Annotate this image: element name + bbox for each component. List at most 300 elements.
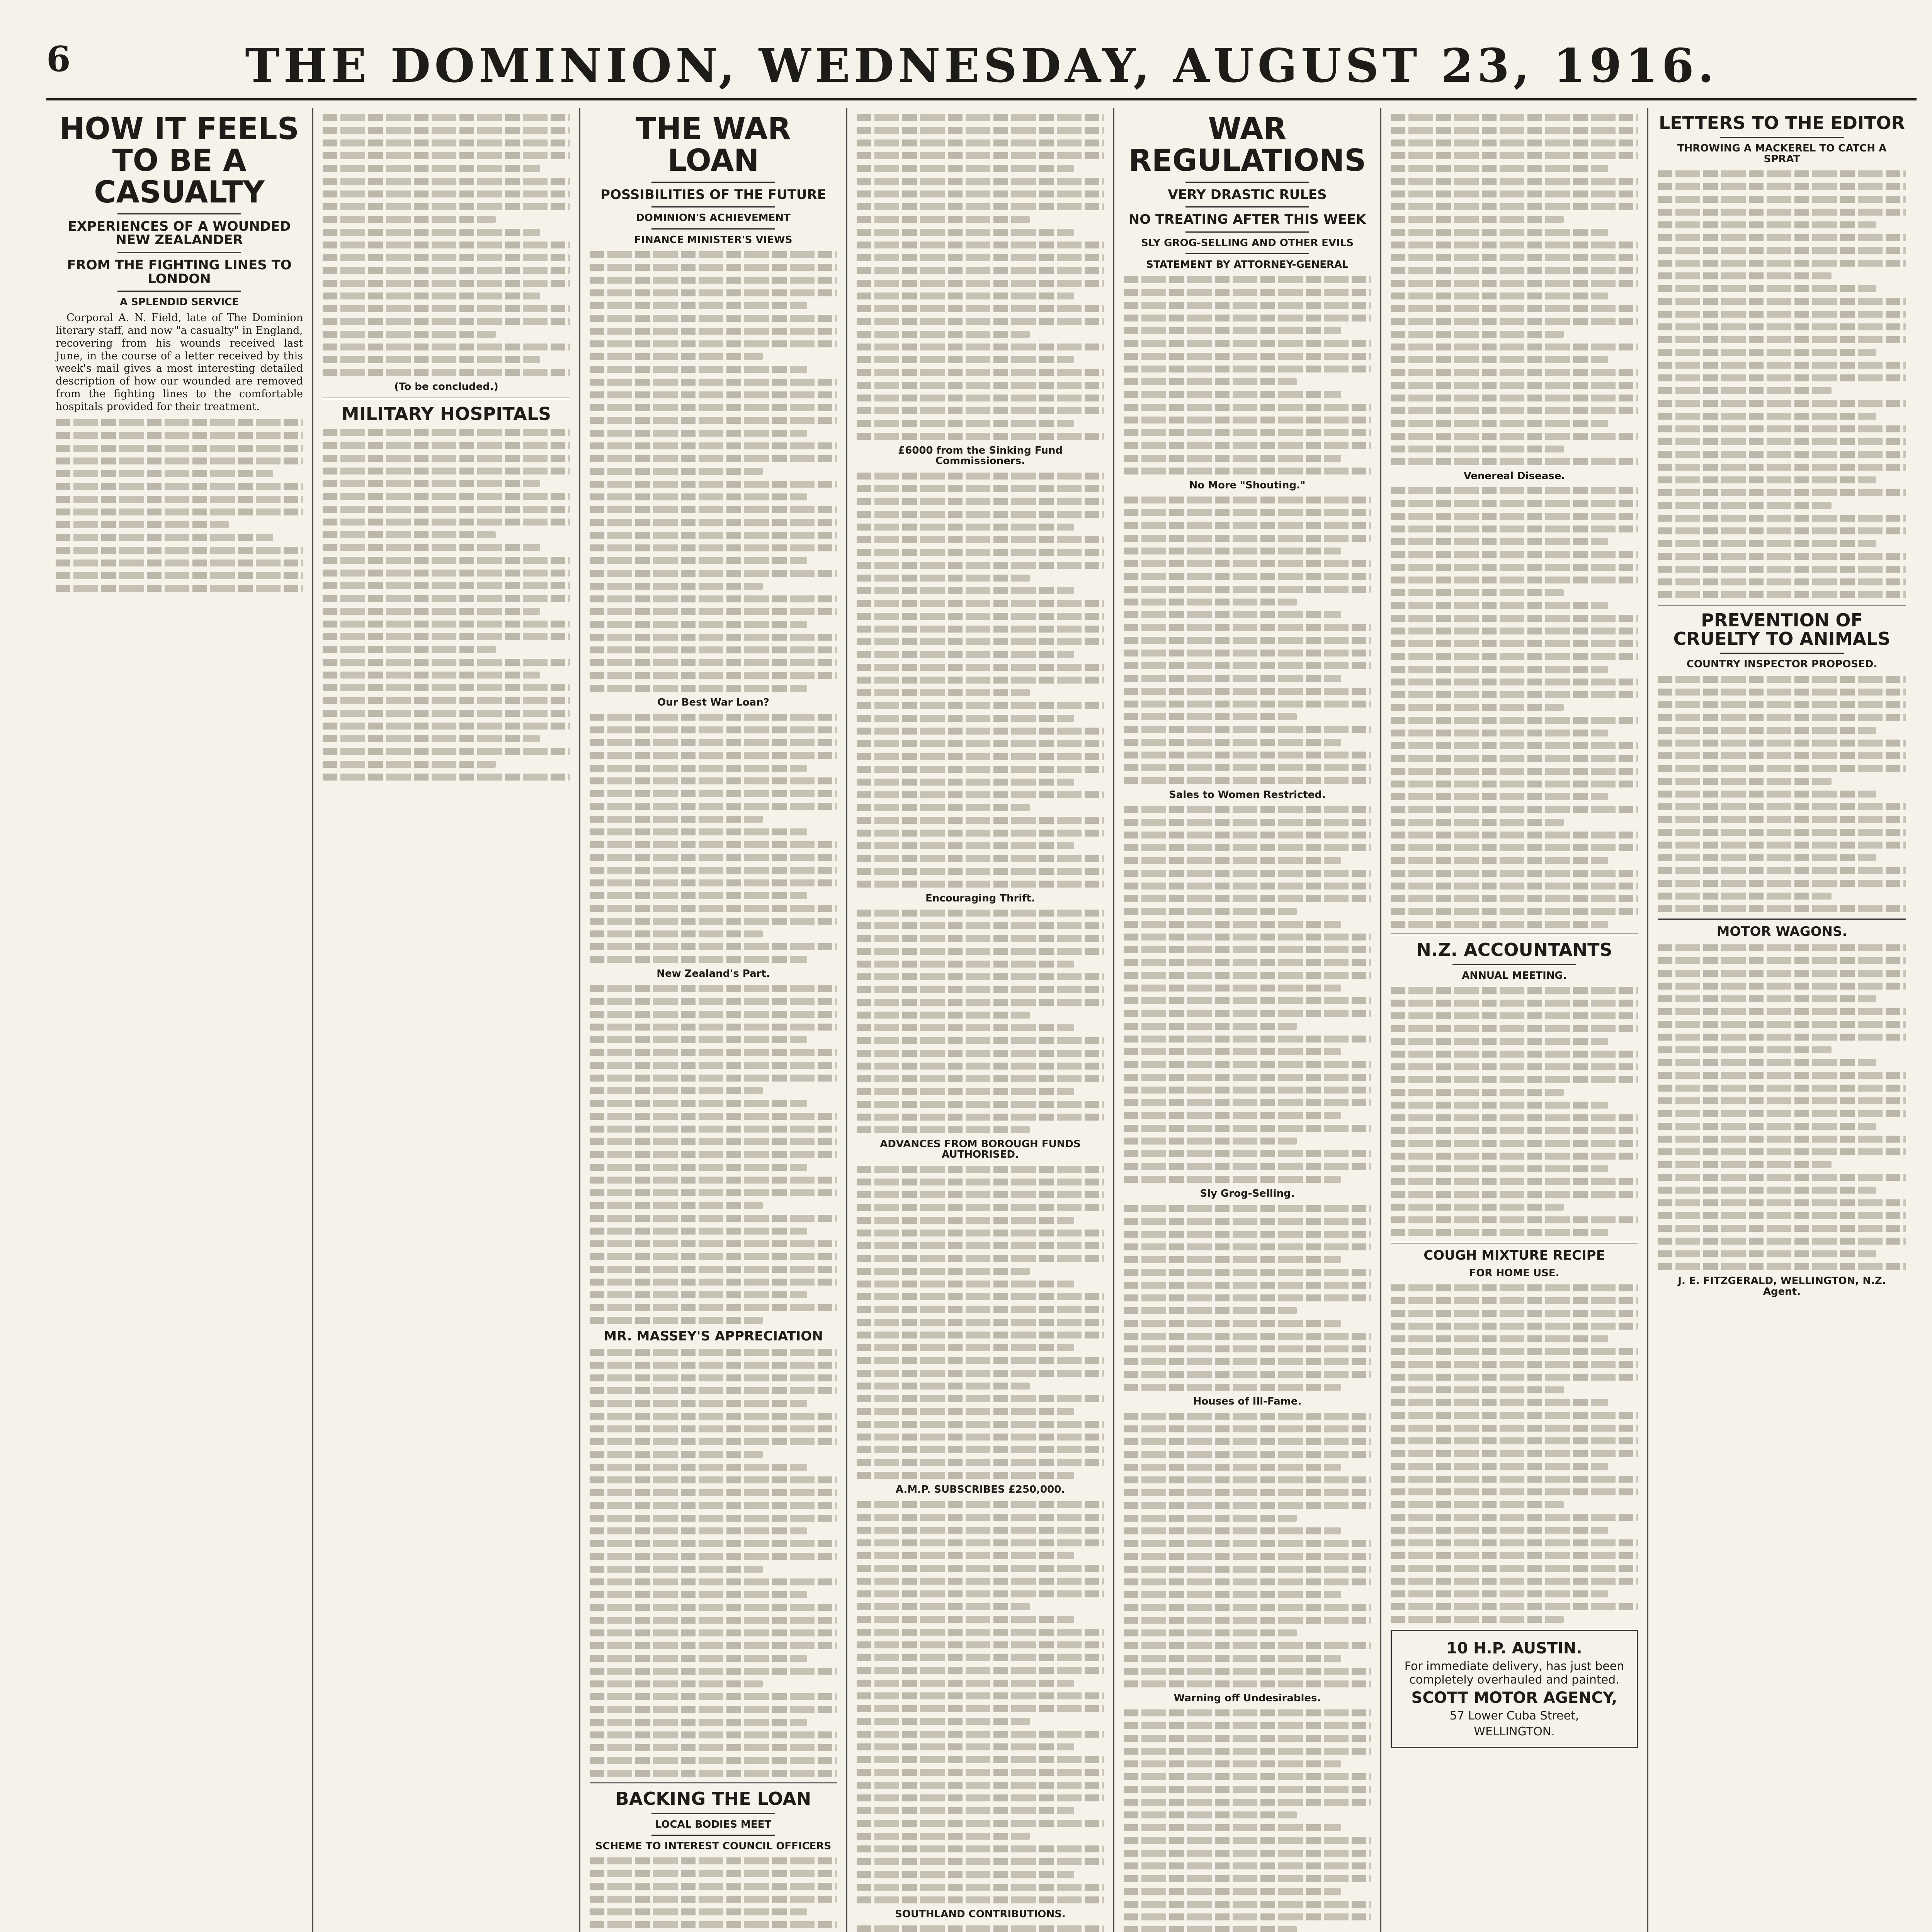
text-line [590, 277, 837, 284]
subhead-splendid-service: A SPLENDID SERVICE [119, 296, 239, 308]
text-line [1391, 458, 1638, 465]
text-line [1124, 599, 1297, 605]
text-line [1124, 468, 1371, 474]
text-line [1391, 628, 1638, 634]
ad-description: For immediate delivery, has just been completely overhauled and painted. [1404, 1659, 1624, 1687]
text-line [1124, 675, 1341, 682]
article-text-block [590, 251, 837, 692]
text-line [1658, 260, 1906, 267]
article-text-block [56, 419, 303, 592]
text-line [323, 480, 540, 487]
text-line [323, 305, 570, 312]
headline-cough-mixture: COUGH MIXTURE RECIPE [1423, 1247, 1605, 1263]
text-line [323, 229, 540, 236]
text-line [857, 562, 1104, 569]
text-line [590, 1291, 807, 1298]
headline-military-hospitals: MILITARY HOSPITALS [341, 403, 551, 425]
text-line [1391, 152, 1638, 159]
text-line [1658, 438, 1906, 445]
text-line [857, 1319, 1104, 1326]
text-line [323, 293, 540, 299]
text-line [1658, 1008, 1906, 1015]
text-line [1124, 1811, 1297, 1818]
headline-letters: LETTERS TO THE EDITOR [1659, 112, 1905, 133]
text-line [1124, 404, 1371, 411]
text-line [1391, 178, 1638, 185]
article-text-block [1124, 806, 1371, 1183]
text-line [1391, 1514, 1638, 1521]
headline-war-loan: THE WAR LOAN [636, 112, 791, 178]
text-line [1658, 1148, 1906, 1155]
text-line [590, 519, 837, 526]
text-line [1124, 1913, 1371, 1920]
text-line [1124, 327, 1341, 334]
text-line [857, 1884, 1104, 1891]
text-line [1124, 1786, 1371, 1793]
text-line [590, 583, 763, 590]
text-line [590, 506, 837, 513]
text-line [323, 697, 570, 704]
text-line [1658, 476, 1876, 483]
text-line [1124, 1074, 1371, 1081]
text-line [1124, 764, 1371, 771]
article-text-block [590, 985, 837, 1324]
text-line [323, 442, 570, 449]
text-line [1658, 336, 1906, 343]
text-line [857, 1434, 1104, 1440]
text-line [1658, 842, 1906, 849]
article-lead: Corporal A. N. Field, late of The Dominion literary staff, and now "a casualty" in England, recovering from his wounds received last June, in the course of a letter received by this week's mail gives a most interesting detailed description of how our wounded are removed from the fighting lines to the comfortable hospitals provided for their treatment. [56, 311, 303, 413]
text-line [1391, 1310, 1638, 1317]
text-line [857, 203, 1104, 210]
text-line [1391, 1527, 1608, 1534]
text-line [1658, 272, 1832, 279]
text-line [1124, 1837, 1371, 1844]
text-line [323, 735, 540, 742]
text-line [1658, 362, 1906, 369]
text-line [857, 922, 1104, 929]
text-line [1124, 586, 1371, 593]
text-line [857, 433, 1104, 440]
text-line [56, 457, 303, 464]
article-text-block [857, 114, 1104, 440]
text-line [1124, 1087, 1371, 1094]
text-line [590, 943, 837, 950]
text-line [590, 493, 807, 500]
text-line [1124, 946, 1371, 953]
text-line [857, 254, 1104, 261]
page-number: 6 [46, 39, 71, 80]
text-line [857, 1731, 1104, 1738]
subhead-venereal: Venereal Disease. [1463, 470, 1565, 482]
text-line [1658, 400, 1906, 407]
text-line [323, 531, 496, 538]
text-line [1391, 1565, 1638, 1572]
text-line [590, 1100, 807, 1107]
text-line [590, 714, 837, 721]
text-line [1658, 196, 1906, 203]
article-text-block [1124, 1709, 1371, 1932]
text-line [857, 999, 1104, 1006]
text-line [1124, 650, 1371, 656]
ad-city: WELLINGTON. [1474, 1725, 1555, 1738]
subhead-fighting-lines: FROM THE FIGHTING LINES TO LONDON [67, 257, 292, 287]
text-line [323, 190, 570, 197]
column-3 [580, 108, 847, 1932]
text-line [590, 315, 837, 322]
text-line [857, 1114, 1104, 1121]
text-line [857, 1590, 1104, 1597]
subhead-undesirables: Warning off Undesirables. [1173, 1692, 1321, 1704]
text-line [1391, 487, 1638, 494]
text-line [590, 1693, 837, 1700]
text-line [1124, 1722, 1371, 1729]
text-line [1124, 378, 1297, 385]
text-line [1124, 1231, 1371, 1238]
article-text-block [590, 714, 837, 963]
text-line [590, 1413, 837, 1420]
subhead-thrift: Encouraging Thrift. [925, 892, 1035, 904]
text-line [1658, 765, 1906, 772]
text-line [590, 289, 837, 296]
text-line [1391, 1178, 1638, 1185]
text-line [1391, 1386, 1564, 1393]
text-line [56, 432, 303, 439]
text-line [857, 318, 1104, 325]
text-line [323, 544, 540, 551]
text-line [1391, 691, 1638, 698]
text-line [323, 468, 570, 474]
text-line [1391, 538, 1608, 545]
text-line [1124, 1425, 1371, 1432]
text-line [323, 672, 540, 679]
article-text-block [857, 1501, 1104, 1903]
text-line [857, 575, 1030, 582]
text-line [56, 470, 273, 477]
text-line [1124, 560, 1371, 567]
text-line [1391, 1216, 1638, 1223]
headline-war-regulations: WAR REGULATIONS [1128, 112, 1366, 178]
text-line [323, 369, 570, 376]
text-line [1658, 464, 1906, 471]
text-line [1124, 1218, 1371, 1225]
text-line [1658, 740, 1906, 747]
text-line [590, 1024, 837, 1031]
text-line [590, 391, 837, 398]
text-line [1124, 548, 1341, 554]
text-line [1658, 374, 1906, 381]
text-line [1391, 653, 1638, 660]
text-line [590, 1266, 837, 1273]
article-text-block [1124, 1205, 1371, 1391]
text-line [857, 1667, 1104, 1674]
text-line [1124, 832, 1371, 838]
text-line [857, 1616, 1074, 1623]
text-line [1658, 515, 1906, 522]
text-line [1391, 1476, 1638, 1483]
text-line [1658, 451, 1906, 458]
text-line [590, 1387, 837, 1394]
text-line [590, 726, 837, 733]
article-text-block [323, 429, 570, 781]
text-line [1391, 1000, 1638, 1007]
text-line [590, 251, 837, 258]
text-line [857, 1242, 1104, 1249]
text-line [590, 918, 837, 925]
text-line [1391, 242, 1638, 248]
text-line [857, 1565, 1104, 1572]
text-line [857, 1217, 1074, 1224]
text-line [1391, 1463, 1608, 1470]
text-line [590, 302, 807, 309]
text-line [590, 1540, 837, 1547]
text-line [1124, 417, 1371, 423]
text-line [1391, 1501, 1564, 1508]
text-line [590, 1744, 837, 1751]
ad-street: 57 Lower Cuba Street, [1449, 1709, 1579, 1723]
text-line [857, 1807, 1074, 1814]
text-line [1391, 819, 1564, 826]
text-line [590, 1087, 763, 1094]
text-line [323, 774, 570, 781]
text-line [1391, 305, 1638, 312]
text-line [1124, 624, 1371, 631]
text-line [857, 600, 1104, 607]
text-line [1124, 1256, 1341, 1263]
ad-agency: SCOTT MOTOR AGENCY, [1411, 1689, 1617, 1707]
text-line [1658, 1199, 1906, 1206]
text-line [323, 152, 570, 159]
text-line [1658, 970, 1906, 977]
subhead-drastic-rules: VERY DRASTIC RULES [1168, 187, 1327, 202]
text-line [590, 1215, 837, 1222]
subhead-sly-grog: SLY GROG-SELLING AND OTHER EVILS [1141, 237, 1354, 249]
text-line [857, 1383, 1030, 1389]
text-line [1124, 1760, 1341, 1767]
text-line [1658, 1072, 1906, 1079]
text-line [857, 229, 1074, 236]
text-line [857, 152, 1104, 159]
text-line [590, 1011, 837, 1018]
text-line [857, 1191, 1104, 1198]
text-line [590, 1908, 807, 1915]
text-line [323, 684, 570, 691]
text-line [323, 280, 570, 287]
text-line [590, 1680, 763, 1687]
newspaper-title: THE DOMINION, WEDNESDAY, AUGUST 23, 1916. [245, 39, 1718, 93]
text-line [1124, 726, 1371, 733]
text-line [1391, 318, 1638, 325]
text-line [590, 646, 837, 653]
text-line [1124, 1566, 1371, 1573]
text-line [1124, 883, 1371, 889]
text-line [857, 1075, 1104, 1082]
text-line [1391, 1025, 1638, 1032]
subhead-southland: SOUTHLAND CONTRIBUTIONS. [895, 1908, 1066, 1920]
text-line [1124, 1138, 1297, 1145]
text-line [1658, 221, 1876, 228]
text-line [1658, 425, 1906, 432]
text-line [590, 1527, 807, 1534]
text-line [1658, 349, 1876, 356]
text-line [1391, 1051, 1638, 1058]
text-line [857, 1871, 1074, 1878]
text-line [590, 557, 807, 564]
text-line [1658, 791, 1876, 798]
text-line [1658, 527, 1906, 534]
text-line [1124, 662, 1371, 669]
text-line [1124, 289, 1371, 296]
text-line [323, 331, 496, 338]
text-line [1124, 1527, 1341, 1534]
text-line [1391, 1076, 1638, 1083]
text-line [590, 892, 807, 899]
subhead-inspector: COUNTRY INSPECTOR PROPOSED. [1686, 658, 1878, 670]
headline-casualty: HOW IT FEELS TO BE A CASUALTY [60, 112, 299, 210]
article-text-block [857, 1166, 1104, 1479]
article-text-block [1391, 987, 1638, 1236]
text-line [1658, 553, 1906, 560]
text-line [590, 1228, 807, 1235]
text-line [590, 777, 837, 784]
text-line [1391, 267, 1638, 274]
text-line [857, 369, 1104, 376]
text-line [1124, 895, 1371, 902]
text-line [56, 534, 273, 541]
text-line [857, 1527, 1104, 1534]
text-line [1391, 344, 1638, 350]
text-line [1391, 293, 1608, 299]
text-line [1658, 1161, 1832, 1168]
subhead-annual-meeting: ANNUAL MEETING. [1462, 969, 1567, 981]
text-line [1124, 1282, 1371, 1289]
text-line [590, 455, 837, 462]
text-line [857, 1063, 1104, 1070]
text-line [1124, 870, 1371, 877]
article-text-block [1658, 944, 1906, 1270]
text-line [1124, 1515, 1297, 1522]
text-line [1124, 1888, 1341, 1895]
text-line [857, 1858, 1104, 1865]
text-line [1391, 1437, 1638, 1444]
text-line [590, 608, 837, 615]
text-line [1124, 315, 1371, 321]
text-line [1391, 1038, 1608, 1045]
text-line [1124, 1629, 1297, 1636]
text-line [590, 621, 807, 628]
text-line [857, 1782, 1104, 1789]
text-line [857, 961, 1074, 968]
text-line [857, 190, 1104, 197]
subhead-council-officers: SCHEME TO INTEREST COUNCIL OFFICERS [595, 1840, 832, 1852]
subhead-possibilities: POSSIBILITIES OF THE FUTURE [600, 187, 826, 202]
text-line [323, 557, 570, 564]
text-line [857, 1845, 1104, 1852]
text-line [857, 973, 1104, 980]
text-line [1124, 497, 1371, 503]
text-line [1124, 1591, 1341, 1598]
masthead [46, 15, 1917, 100]
text-line [1391, 666, 1608, 673]
text-line [857, 1293, 1104, 1300]
text-line [590, 816, 763, 823]
text-line [857, 1332, 1104, 1338]
text-line [857, 395, 1104, 401]
text-line [1124, 611, 1341, 618]
text-line [590, 379, 837, 386]
headline-cruelty-animals: PREVENTION OF CRUELTY TO ANIMALS [1673, 609, 1891, 650]
text-line [590, 1731, 837, 1738]
text-line [1391, 331, 1564, 338]
text-line [1658, 829, 1906, 836]
text-line [1391, 704, 1564, 711]
text-line [1391, 1412, 1638, 1419]
text-line [1124, 806, 1371, 813]
text-line [590, 956, 807, 963]
text-line [1124, 1799, 1371, 1806]
subhead-sales-women: Sales to Women Restricted. [1169, 789, 1326, 801]
text-line [1124, 819, 1371, 826]
text-line [590, 442, 837, 449]
ad-title: 10 H.P. AUSTIN. [1446, 1639, 1582, 1657]
text-line [590, 998, 837, 1005]
text-line [1658, 298, 1906, 305]
text-line [857, 1539, 1104, 1546]
columns [46, 108, 1917, 1932]
text-line [857, 1743, 1074, 1750]
text-line [1124, 1243, 1371, 1250]
text-line [590, 634, 837, 641]
text-line [1391, 717, 1638, 724]
headline-backing-loan: BACKING THE LOAN [615, 1788, 811, 1810]
text-line [1391, 987, 1638, 994]
text-line [590, 1425, 837, 1432]
text-line [590, 366, 807, 373]
text-line [323, 429, 570, 436]
text-line [1124, 353, 1371, 360]
subhead-mackerel: THROWING A MACKEREL TO CATCH A SPRAT [1677, 143, 1887, 165]
text-line [857, 344, 1104, 350]
text-line [1391, 857, 1608, 864]
text-line [1391, 1450, 1638, 1457]
text-line [1124, 1413, 1371, 1420]
text-line [1124, 739, 1341, 746]
text-line [857, 139, 1104, 146]
text-line [590, 481, 837, 488]
text-line [857, 791, 1104, 798]
text-line [1658, 1110, 1906, 1117]
text-line [1658, 893, 1832, 900]
text-line [1391, 1140, 1638, 1147]
text-line [590, 1502, 837, 1509]
text-line [590, 1668, 837, 1675]
text-line [56, 585, 303, 592]
text-line [1658, 285, 1876, 292]
text-line [1124, 1578, 1371, 1585]
text-line [56, 509, 303, 515]
text-line [857, 1769, 1104, 1776]
text-line [1658, 1174, 1906, 1181]
text-line [857, 1756, 1104, 1763]
text-line [1391, 1616, 1564, 1623]
column-4 [847, 108, 1114, 1932]
text-line [1124, 1875, 1371, 1882]
text-line [323, 356, 540, 363]
text-line [1124, 276, 1371, 283]
text-line [1658, 170, 1906, 177]
text-line [1658, 1263, 1906, 1270]
text-line [323, 344, 570, 350]
